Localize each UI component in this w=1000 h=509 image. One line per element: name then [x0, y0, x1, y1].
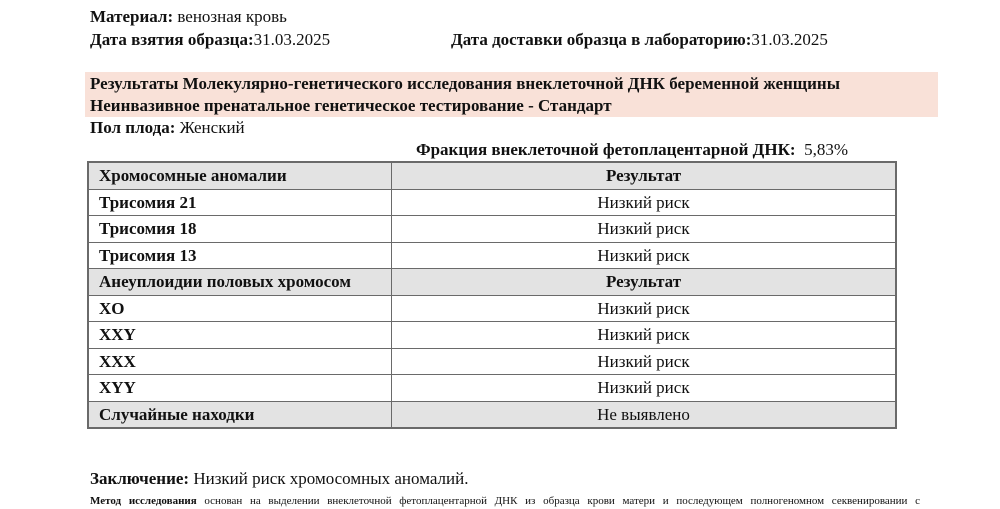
table-section-header-chromosomal: [88, 162, 896, 189]
table-row: [88, 242, 896, 269]
table-cell-result: Низкий риск: [392, 242, 897, 269]
results-title-line2: Неинвазивное пренатальное генетическое тестирование - Стандарт: [90, 96, 612, 115]
table-row: [88, 216, 896, 243]
table-cell-result: Низкий риск: [392, 189, 897, 216]
table-cell-name: XYY: [88, 375, 392, 402]
table-cell-name: XXY: [88, 322, 392, 349]
table-row: [88, 375, 896, 402]
table-cell-name: Трисомия 18: [88, 216, 392, 243]
results-title-line1: Результаты Молекулярно-генетического исследования внеклеточной ДНК беременной женщины: [90, 74, 841, 93]
fetal-fraction-label: Фракция внеклеточной фетоплацентарной ДНК:: [416, 140, 796, 159]
table-row: [88, 295, 896, 322]
table-cell-result: Низкий риск: [392, 348, 897, 375]
table-cell-result-header: Результат: [392, 269, 897, 296]
table-row: [88, 189, 896, 216]
table-cell-result: Низкий риск: [392, 295, 897, 322]
method-text: основан на выделении внеклеточной фетоплацентарной ДНК из образца крови матери и последующем полногеномном секвенировании с: [196, 495, 920, 507]
delivery-date-label: Дата доставки образца в лабораторию:: [451, 30, 752, 49]
method-label: Метод исследования: [90, 495, 197, 507]
table-row: [88, 322, 896, 349]
delivery-date-line: [451, 29, 828, 51]
material-value: венозная кровь: [173, 7, 287, 26]
conclusion-line: [90, 468, 468, 490]
table-cell-name: XO: [88, 295, 392, 322]
collection-date-label: Дата взятия образца:: [90, 30, 254, 49]
collection-date-line: [90, 29, 330, 51]
table-cell-name: Трисомия 13: [88, 242, 392, 269]
table-row: [88, 348, 896, 375]
collection-date-value: 31.03.2025: [253, 30, 331, 49]
fetal-sex-value: Женский: [175, 118, 245, 137]
material-line: [90, 6, 287, 28]
table-cell-name: XXX: [88, 348, 392, 375]
table-cell-name: Анеуплоидии половых хромосом: [88, 269, 392, 296]
fetal-sex-line: [90, 117, 245, 139]
table-cell-result: Не выявлено: [392, 401, 897, 428]
fetal-sex-label: Пол плода:: [90, 118, 176, 137]
table-section-header-sex-chromosomes: [88, 269, 896, 296]
fetal-fraction-value: 5,83%: [795, 140, 848, 159]
conclusion-value: Низкий риск хромосомных аномалий.: [189, 469, 469, 488]
delivery-date-value: 31.03.2025: [751, 30, 828, 49]
table-cell-name: Трисомия 21: [88, 189, 392, 216]
conclusion-label: Заключение:: [90, 469, 190, 488]
table-cell-result-header: Результат: [392, 162, 897, 189]
method-paragraph: [90, 494, 920, 508]
table-cell-result: Низкий риск: [392, 216, 897, 243]
results-table: [87, 161, 897, 429]
material-label: Материал:: [90, 7, 174, 26]
table-cell-name: Хромосомные аномалии: [88, 162, 392, 189]
table-cell-name: Случайные находки: [88, 401, 392, 428]
table-cell-result: Низкий риск: [392, 322, 897, 349]
table-cell-result: Низкий риск: [392, 375, 897, 402]
table-row-incidental-findings: [88, 401, 896, 428]
